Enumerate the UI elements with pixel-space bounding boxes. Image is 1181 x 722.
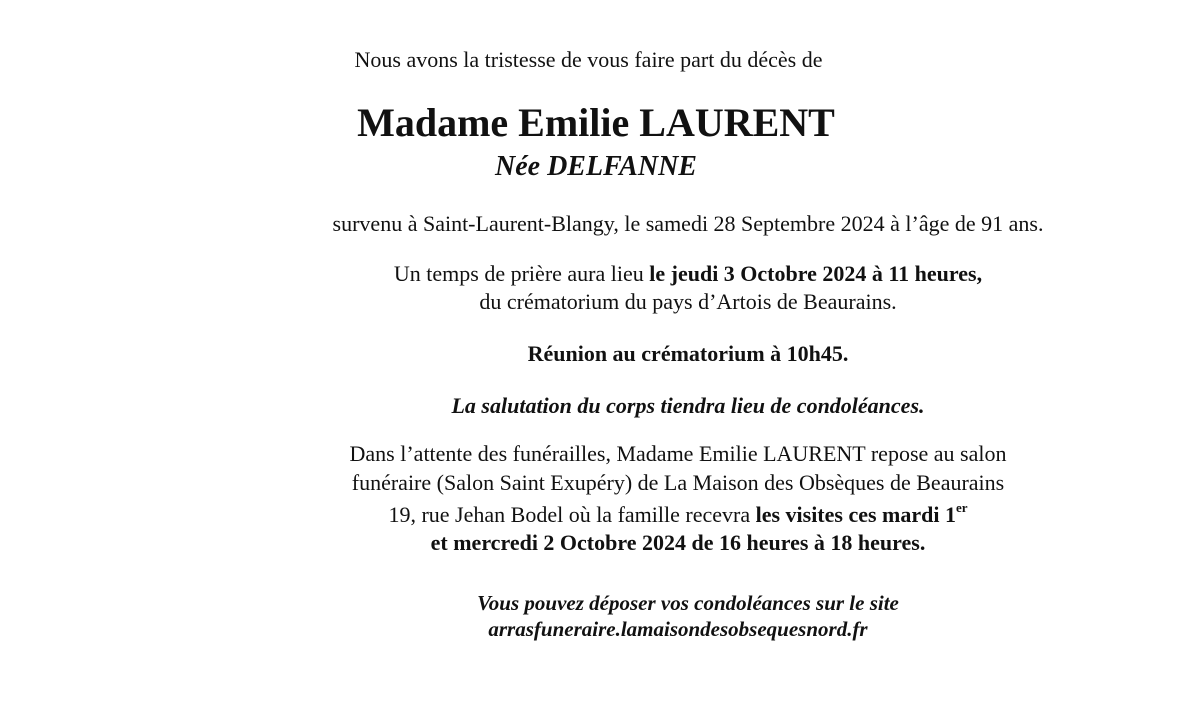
deceased-name: Madame Emilie LAURENT [357,100,835,145]
salutation-text: La salutation du corps tiendra lieu de condoléances. [451,393,925,418]
intro-text: Nous avons la tristesse de vous faire part du décès de [354,47,823,72]
ordinal-superscript-text: er [955,499,968,515]
ordinal-superscript [956,500,968,515]
prayer-wrap [394,261,982,287]
death-text: survenu à Saint-Laurent-Blangy, le samedi 28 Septembre 2024 à l’âge de 91 ans. [332,211,1044,236]
condolences-text-1: Vous pouvez déposer vos condoléances sur le site [477,591,899,615]
prayer-prefix: Un temps de prière aura lieu [393,261,650,286]
maiden-name: Née DELFANNE [495,151,697,182]
wait-wrap-3 [388,499,968,528]
wait-text-3-prefix: 19, rue Jehan Bodel où la famille recevra [388,502,756,527]
meeting-text: Réunion au crématorium à 10h45. [527,341,849,366]
wait-text-2: funéraire (Salon Saint Exupéry) de La Maison des Obsèques de Beaurains [351,470,1005,495]
wait-text-3-bold: les visites ces mardi 1 [755,502,956,527]
wait-text-4: et mercredi 2 Octobre 2024 de 16 heures à 18 heures. [430,530,926,555]
prayer-date: le jeudi 3 Octobre 2024 à 11 heures, [649,261,983,286]
wait-text-1: Dans l’attente des funérailles, Madame Emilie LAURENT repose au salon [349,441,1007,466]
prayer-place: du crématorium du pays d’Artois de Beaurains. [479,289,897,314]
condolences-website: arrasfuneraire.lamaisondesobsequesnord.fr [488,617,868,641]
